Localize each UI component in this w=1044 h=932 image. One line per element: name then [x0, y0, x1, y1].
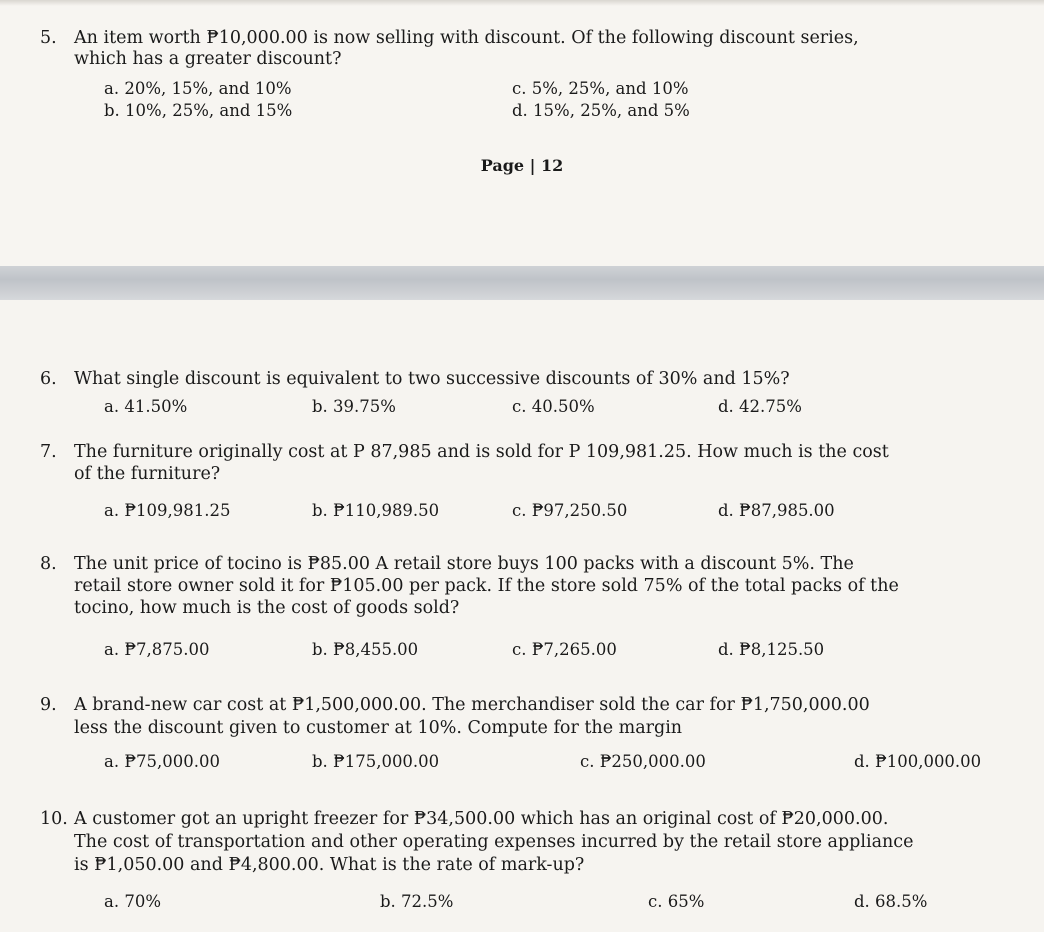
option-a: a. 70%	[104, 892, 162, 911]
previous-page-edge	[0, 0, 1044, 6]
question-stem-line: The furniture originally cost at P 87,985 and is sold for P 109,981.25. How much is the cost	[74, 442, 889, 462]
option-b: b. ₱8,455.00	[312, 640, 419, 659]
question-stem-line: retail store owner sold it for ₱105.00 per pack. If the store sold 75% of the total packs of the	[74, 576, 899, 596]
option-a: a. ₱109,981.25	[104, 501, 231, 520]
option-c: c. 65%	[648, 892, 705, 911]
question-stem-line: is ₱1,050.00 and ₱4,800.00. What is the rate of mark-up?	[74, 855, 585, 875]
option-b: b. ₱110,989.50	[312, 501, 440, 520]
question-stem-line: A customer got an upright freezer for ₱34,500.00 which has an original cost of ₱20,000.00.	[74, 809, 889, 829]
option-a: a. ₱7,875.00	[104, 640, 210, 659]
question-stem-line: The unit price of tocino is ₱85.00 A retail store buys 100 packs with a discount 5%. The	[74, 554, 854, 574]
option-c: c. ₱7,265.00	[512, 640, 617, 659]
option-b: b. 10%, 25%, and 15%	[104, 101, 293, 120]
option-b: b. 39.75%	[312, 397, 396, 416]
option-b: b. 72.5%	[380, 892, 454, 911]
option-c: c. 5%, 25%, and 10%	[512, 79, 689, 98]
question-number: 9.	[40, 695, 57, 715]
question-stem-line: An item worth ₱10,000.00 is now selling with discount. Of the following discount series,	[74, 28, 859, 48]
option-d: d. 42.75%	[718, 397, 802, 416]
question-stem-line: What single discount is equivalent to two successive discounts of 30% and 15%?	[74, 369, 790, 389]
page-separator	[0, 266, 1044, 300]
question-stem-line: of the furniture?	[74, 464, 221, 484]
question-stem-line: A brand-new car cost at ₱1,500,000.00. The merchandiser sold the car for ₱1,750,000.00	[74, 695, 870, 715]
option-a: a. 41.50%	[104, 397, 188, 416]
question-number: 7.	[40, 442, 57, 462]
question-stem-line: less the discount given to customer at 10%. Compute for the margin	[74, 718, 683, 738]
page-12	[0, 0, 1044, 266]
question-stem-line: The cost of transportation and other operating expenses incurred by the retail store appliance	[74, 832, 914, 852]
option-c: c. ₱250,000.00	[580, 752, 706, 771]
option-d: d. ₱8,125.50	[718, 640, 825, 659]
question-stem-line: tocino, how much is the cost of goods sold?	[74, 598, 460, 618]
question-number: 5.	[40, 28, 57, 48]
page-13	[0, 300, 1044, 932]
question-stem-line: which has a greater discount?	[74, 49, 342, 69]
question-number: 8.	[40, 554, 57, 574]
page-footer: Page | 12	[480, 156, 564, 175]
option-d: d. 15%, 25%, and 5%	[512, 101, 690, 120]
option-d: d. ₱87,985.00	[718, 501, 835, 520]
option-d: d. ₱100,000.00	[854, 752, 982, 771]
question-number: 6.	[40, 369, 57, 389]
option-a: a. ₱75,000.00	[104, 752, 220, 771]
option-b: b. ₱175,000.00	[312, 752, 440, 771]
question-number: 10.	[40, 809, 68, 829]
option-c: c. 40.50%	[512, 397, 595, 416]
option-c: c. ₱97,250.50	[512, 501, 628, 520]
option-a: a. 20%, 15%, and 10%	[104, 79, 292, 98]
option-d: d. 68.5%	[854, 892, 928, 911]
